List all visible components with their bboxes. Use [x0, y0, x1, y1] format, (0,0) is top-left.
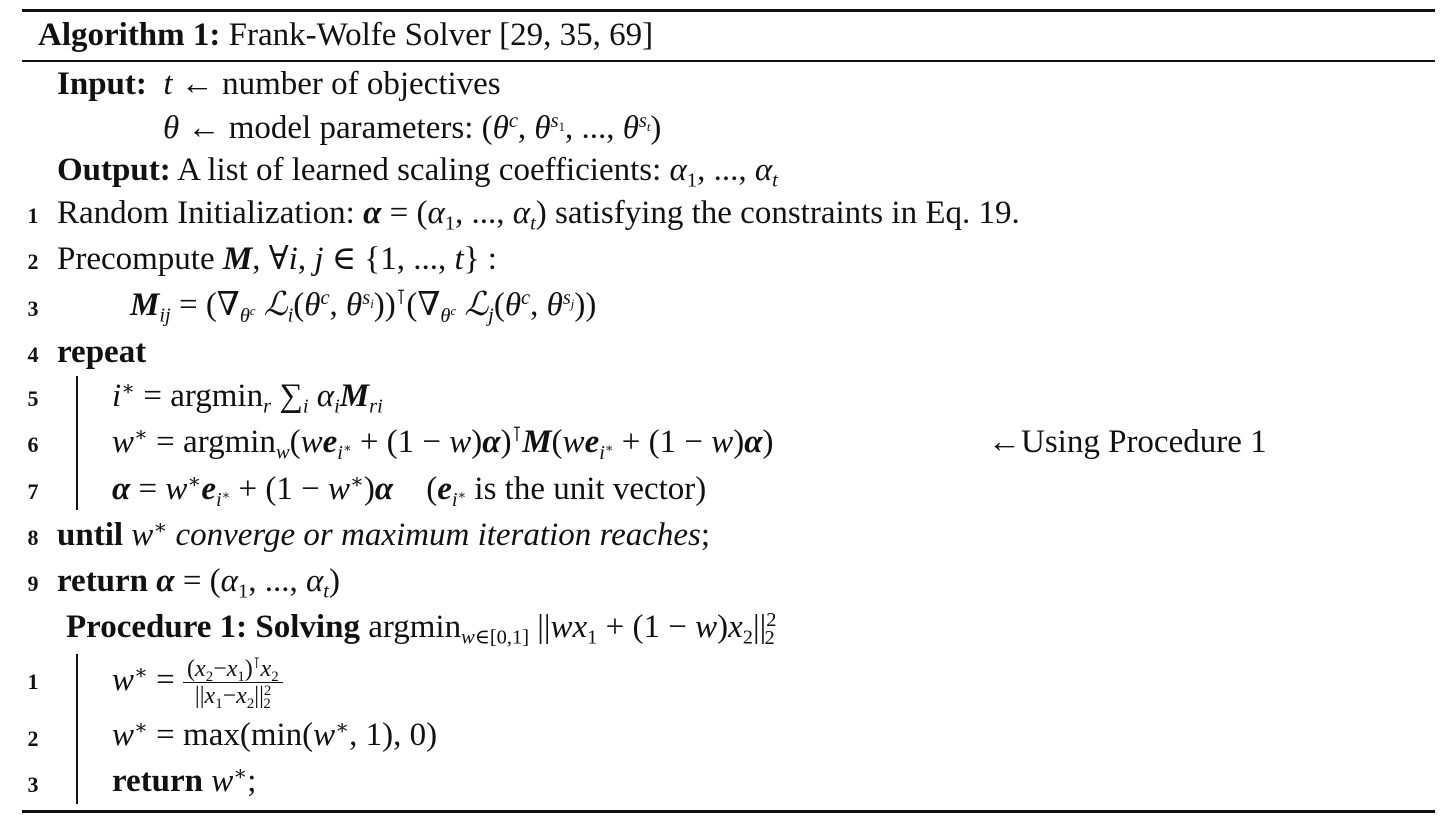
algorithm-line-7: $\alpha = w^∗e_{i^∗} + (1 - w^∗)\alpha$ ($e_{i^∗}$ is the unit vector): [112, 470, 707, 511]
procedure-line-number-1: 1: [27, 669, 39, 694]
procedure-line-2: w∗ = max(min(w∗, 1), 0): [112, 716, 438, 753]
return-keyword: return: [57, 563, 149, 599]
algorithm-line-5: i∗ = argmin$_r$ $\sum_i$ $\alpha_iM_{ri}$: [112, 377, 383, 418]
algorithm-title-text: Frank-Wolfe Solver [29, 35, 69]: [220, 17, 654, 53]
procedure-line2-text: = max(min(: [147, 717, 314, 753]
line-number-2: 2: [27, 249, 39, 274]
output-label: Output:: [57, 152, 171, 188]
line-number-6: 6: [27, 432, 39, 457]
line2-text: Precompute: [57, 241, 223, 277]
line8-text: converge or maximum iteration reaches: [167, 517, 701, 553]
input-label: Input:: [57, 66, 147, 102]
procedure-return-keyword: return: [112, 763, 204, 799]
procedure-title-op: argmin: [359, 609, 462, 645]
line1-tail: ) satisfying the constraints in Eq. 19.: [535, 195, 1020, 231]
algorithm-title-bold: Algorithm 1:: [38, 17, 221, 53]
mid-rule: [22, 60, 1435, 62]
line-number-1: 1: [27, 203, 39, 228]
var-t: t: [163, 66, 173, 102]
procedure-title-bold: Procedure 1: Solving: [66, 609, 360, 645]
input-params-line: θ ← model parameters: ($\theta^c$, $\theta^{s_1}$, ..., $\theta^{s_t}$): [163, 109, 662, 146]
line-number-7: 7: [27, 479, 39, 504]
algorithm-line-6: $w^∗ = argmin_w(we_{i^∗} + (1 - w)\alpha)^⊺M(we_{i^∗} + (1 - w)\alpha)$: [112, 423, 774, 464]
line-number-5: 5: [27, 386, 39, 411]
procedure-title: Procedure 1: Solving argmin$_{w\in[0,1]}$ $||wx_1 + (1 - w)x_2||^2_2$: [66, 608, 777, 649]
procedure-line-number-2: 2: [27, 726, 39, 751]
algorithm-line-4: [57, 331, 146, 373]
algorithm-line-2: Precompute M, ∀i, j ∈ {1, ..., t} :: [57, 241, 497, 277]
output-text: A list of learned scaling coefficients:: [170, 152, 670, 188]
bottom-rule: [22, 810, 1435, 813]
line-number-4: 4: [27, 342, 39, 367]
procedure-block-bar: [76, 654, 78, 804]
input-line: [57, 63, 501, 105]
repeat-block-bar: [76, 376, 78, 510]
algorithm-title: [38, 14, 653, 56]
line7-note: is the unit vector): [466, 471, 707, 507]
top-rule: [22, 9, 1435, 12]
line-number-3: 3: [27, 296, 39, 321]
input-params-text: ← model parameters: (: [179, 110, 493, 146]
line-number-8: 8: [27, 525, 39, 550]
algorithm-line-1: Random Initialization: $\alpha = (\alpha_1$, ..., $\alpha_t$) satisfying the constraints in Eq. 19.: [57, 195, 1020, 235]
procedure-line-1: w∗ = $\frac{(x_2-x_1)^⊺x_2}{||x_1-x_2||^2_2}$: [112, 656, 283, 709]
output-line: Output: A list of learned scaling coefficients: $\alpha_1$, ..., $\alpha_t$: [57, 152, 778, 192]
until-keyword: until: [57, 517, 124, 553]
repeat-keyword: repeat: [57, 334, 147, 370]
input-text: ← number of objectives: [172, 66, 501, 102]
line6-op: argmin: [183, 424, 276, 460]
line1-text: Random Initialization:: [57, 195, 364, 231]
w-star-fraction: $\frac{(x_2-x_1)^⊺x_2}{||x_1-x_2||^2_2}$: [183, 656, 283, 709]
line5-op: argmin: [170, 378, 264, 414]
line6-note: ←Using Procedure 1: [988, 424, 1267, 460]
algorithm-line-3: $M_{ij} = (\nabla_{\theta^c}$ $ℒ_i(\theta^c$, $\theta^{s_i}))^⊺(\nabla_{\theta^c}$ $ℒ_j(\theta^c$, $\theta^{s_j}$)): [130, 286, 597, 327]
algorithm-line-8: until w∗ converge or maximum iteration reaches;: [57, 516, 711, 553]
procedure-line-3: return w∗;: [112, 762, 257, 799]
line-number-9: 9: [27, 571, 39, 596]
procedure-line-number-3: 3: [27, 772, 39, 797]
algorithm-line-9: return $\alpha = (\alpha_1$, ..., $\alpha_t$): [57, 563, 340, 603]
